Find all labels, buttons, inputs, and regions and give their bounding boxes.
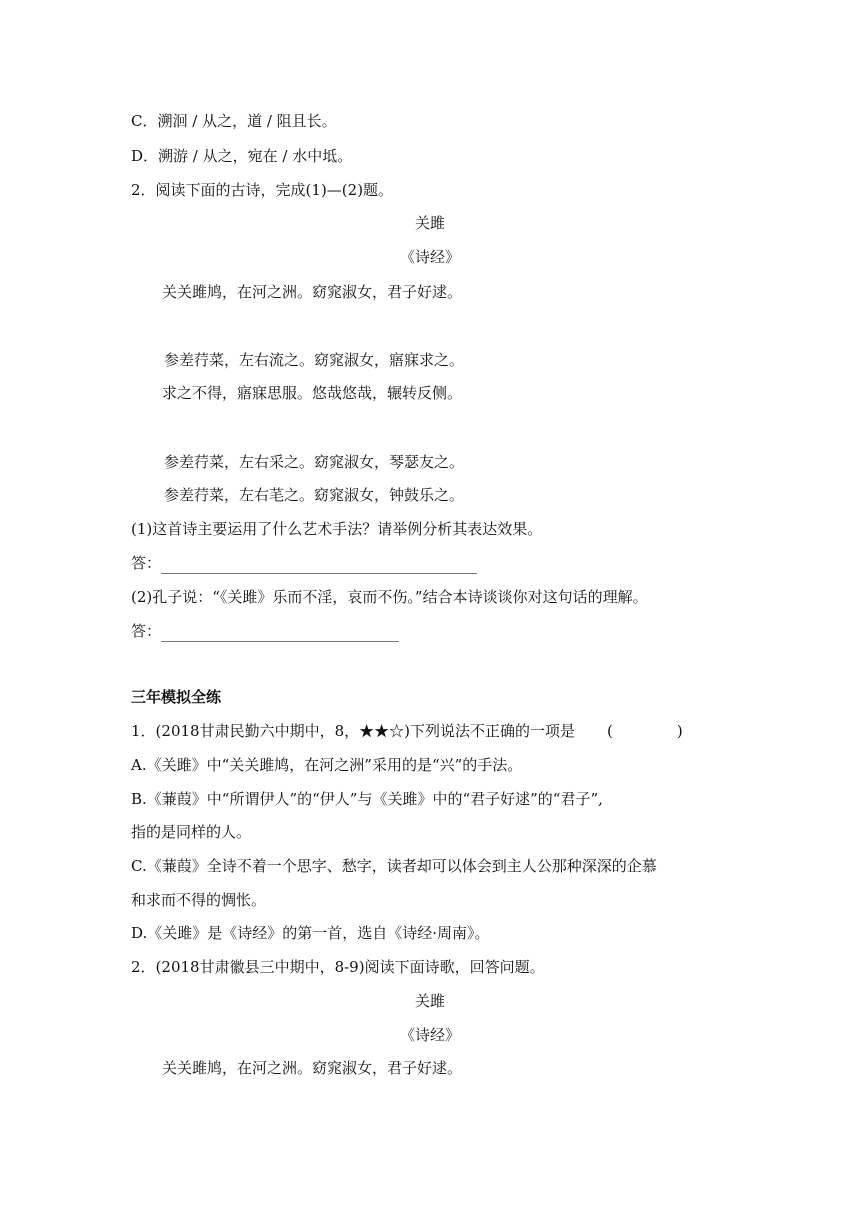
poem-line: 参差荇菜，左右芼之。窈窕淑女，钟鼓乐之。: [164, 486, 465, 504]
answer-line-1: [131, 552, 477, 574]
option-a: A.《关雎》中“关关雎鸠，在河之洲”采用的是“兴”的手法。: [131, 756, 523, 774]
poem-line: 参差荇菜，左右流之。窈窕淑女，寤寐求之。: [164, 351, 465, 369]
option-d: D．溯游 / 从之，宛在 / 水中坻。: [131, 147, 353, 165]
poem-title: 关雎: [414, 214, 445, 232]
poem-line: 关关雎鸠，在河之洲。窈窕淑女，君子好逑。: [162, 1059, 463, 1077]
answer-blank-1[interactable]: [161, 557, 477, 574]
answer-line-2: [131, 620, 399, 642]
poem-line: 关关雎鸠，在河之洲。窈窕淑女，君子好逑。: [162, 283, 463, 301]
section-heading: 三年模拟全练: [131, 688, 222, 706]
option-c: C．溯洄 / 从之，道 / 阻且长。: [131, 112, 337, 130]
answer-bracket-open: (: [606, 722, 613, 740]
poem-line: 参差荇菜，左右采之。窈窕淑女，琴瑟友之。: [164, 453, 465, 471]
question-1-prompt: 1．(2018甘肃民勤六中期中，8，★★☆)下列说法不正确的一项是: [131, 722, 575, 740]
option-c-line-2: 和求而不得的惆怅。: [131, 891, 267, 909]
poem-line: 求之不得，寤寐思服。悠哉悠哉，辗转反侧。: [162, 384, 463, 402]
poem-source: 《诗经》: [399, 248, 460, 266]
poem-title: 关雎: [414, 992, 445, 1010]
answer-blank-2[interactable]: [161, 625, 399, 642]
option-b-line-2: 指的是同样的人。: [131, 823, 252, 841]
answer-bracket-close: ): [676, 722, 683, 740]
answer-label: 答：: [131, 622, 162, 640]
answer-label: 答：: [131, 554, 162, 572]
option-b-line-1: B.《蒹葭》中“所谓伊人”的“伊人”与《关雎》中的“君子好逑”的“君子”,: [131, 790, 603, 808]
sub-question-2: (2)孔子说：“《关雎》乐而不淫，哀而不伤。”结合本诗谈谈你对这句话的理解。: [131, 588, 648, 606]
option-c-line-1: C.《蒹葭》全诗不着一个思字、愁字，读者却可以体会到主人公那种深深的企慕: [131, 857, 657, 875]
question-2-prompt: 2．阅读下面的古诗，完成(1)—(2)题。: [131, 181, 394, 199]
option-d: D.《关雎》是《诗经》的第一首，选自《诗经·周南》。: [131, 924, 490, 942]
poem-source: 《诗经》: [399, 1026, 460, 1044]
sub-question-1: (1)这首诗主要运用了什么艺术手法？请举例分析其表达效果。: [131, 520, 543, 538]
question-2-prompt: 2．(2018甘肃徽县三中期中，8-9)阅读下面诗歌，回答问题。: [131, 958, 545, 976]
question-1-line: [131, 720, 683, 742]
